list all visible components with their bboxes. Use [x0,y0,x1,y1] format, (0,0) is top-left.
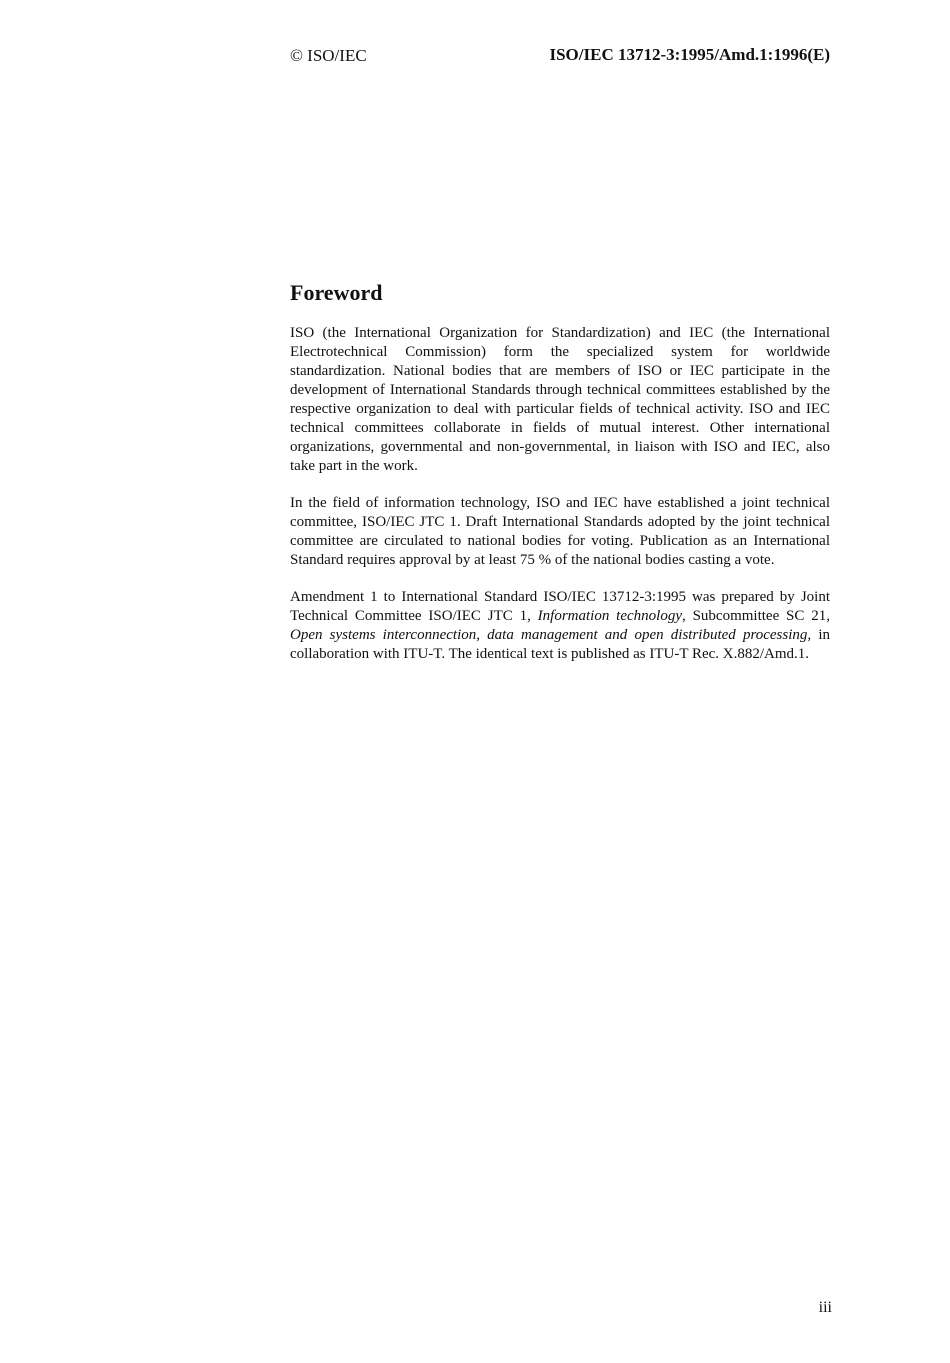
foreword-body [290,324,830,682]
amendment-text-1: Amendment 1 to International Standard ISO/IEC 13712-3:1995 was prepared by Joint Technical Committee ISO/IEC JTC 1, [290,589,830,624]
amendment-text-2: , Subcommittee SC 21, [681,608,830,624]
page-number: iii [818,1299,832,1316]
paragraph-amendment [290,588,830,664]
standard-identifier: ISO/IEC 13712-3:1995/Amd.1:1996(E) [549,45,830,64]
amendment-italic-2: Open systems interconnection, data management and open distributed processing, [290,627,812,643]
section-title: Foreword [290,280,383,305]
amendment-italic-1: Information technology [537,608,682,624]
amendment-text-3: in collaboration with ITU-T. The identical text is published as ITU-T Rec. X.882/Amd.1. [290,627,830,662]
paragraph-jtc1: In the field of information technology, ISO and IEC have established a joint technical committee, ISO/IEC JTC 1. Draft International Standards adopted by the joint technical committee are circulated to national bodies for voting. Publication as an International Standard requires approval by at least 75 % of the national bodies casting a vote. [290,495,830,568]
paragraph-organizations: ISO (the International Organization for Standardization) and IEC (the International Electrotechnical Commission) form the specialized system for worldwide standardization. National bodies that are members of ISO or IEC participate in the development of International Standards through technical committees established by the respective organization to deal with particular fields of technical activity. ISO and IEC technical committees collaborate in fields of mutual interest. Other international organizations, governmental and non-governmental, in liaison with ISO and IEC, also take part in the work. [290,325,830,474]
copyright-notice: © ISO/IEC [290,46,367,65]
